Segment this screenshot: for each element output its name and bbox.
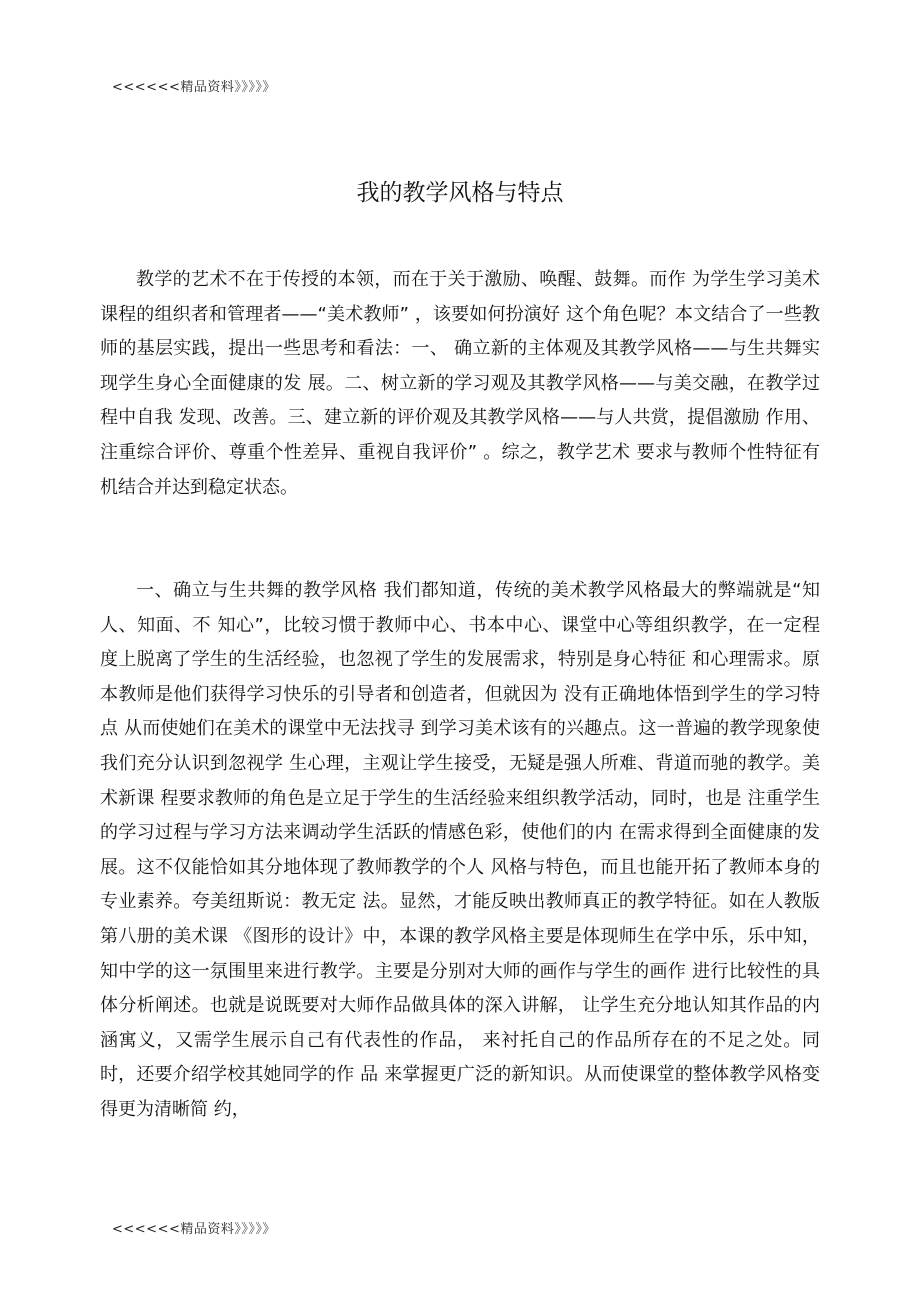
paragraph-section-one: 一、确立与生共舞的教学风格 我们都知道，传统的美术教学风格最大的弊端就是“知人、知面、不 知心”，比较习惯于教师中心、书本中心、课堂中心等组织教学，在一定程 度上脱离了学生的生活经验，也忽视了学生的发展需求，特别是身心特征 和心理需求。原本教师是他们获得学习快乐的引导者和创造者，但就因为 没有正确地体悟到学生的学习特点 从而使她们在美术的课堂中无法找寻 到学习美术该有的兴趣点。这一普遍的教学现象使我们充分认识到忽视学 生心理，主观让学生接受，无疑是强人所难、背道而驰的教学。美术新课 程要求教师的角色是立足于学生的生活经验来组织教学活动，同时，也是 注重学生的学习过程与学习方法来调动学生活跃的情感色彩，使他们的内 在需求得到全面健康的发展。这不仅能恰如其分地体现了教师教学的个人 风格与特色，而且也能开拓了教师本身的专业素养。夸美纽斯说：教无定 法。显然，才能反映出教师真正的教学特征。如在人教版第八册的美术课 《图形的设计》中，本课的教学风格主要是体现师生在学中乐，乐中知， 知中学的这一氛围里来进行教学。主要是分别对大师的画作与学生的画作 进行比较性的具体分析阐述。也就是说既要对大师作品做具体的深入讲解， 让学生充分地认知其作品的内涵寓义，又需学生展示自己有代表性的作品， 来衬托自己的作品所存在的不足之处。同时，还要介绍学校其她同学的作 品 来掌握更广泛的新知识。从而使课堂的整体教学风格变得更为清晰简 约， xyxy=(100,580,820,1120)
document-title: 我的教学风格与特点 xyxy=(356,180,564,206)
footer-watermark: <<<<<<精品资料》》》》》 xyxy=(112,1222,276,1237)
paragraph-intro: 教学的艺术不在于传授的本领，而在于关于激励、唤醒、鼓舞。而作 为学生学习美术课程的组织者和管理者——“美术教师” ，该要如何扮演好 这个角色呢？本文结合了一些教师的基层实践，提出一些思考和看法：一、 确立新的主体观及其教学风格——与生共舞实现学生身心全面健康的发 展。二、树立新的学习观及其教学风格——与美交融，在教学过程中自我 发现、改善。三、建立新的评价观及其教学风格——与人共赏，提倡激励 作用、注重综合评价、尊重个性差异、重视自我评价” 。综之，教学艺术 要求与教师个性特征有机结合并达到稳定状态。 xyxy=(100,269,820,498)
header-watermark: <<<<<<精品资料》》》》》 xyxy=(112,80,276,95)
